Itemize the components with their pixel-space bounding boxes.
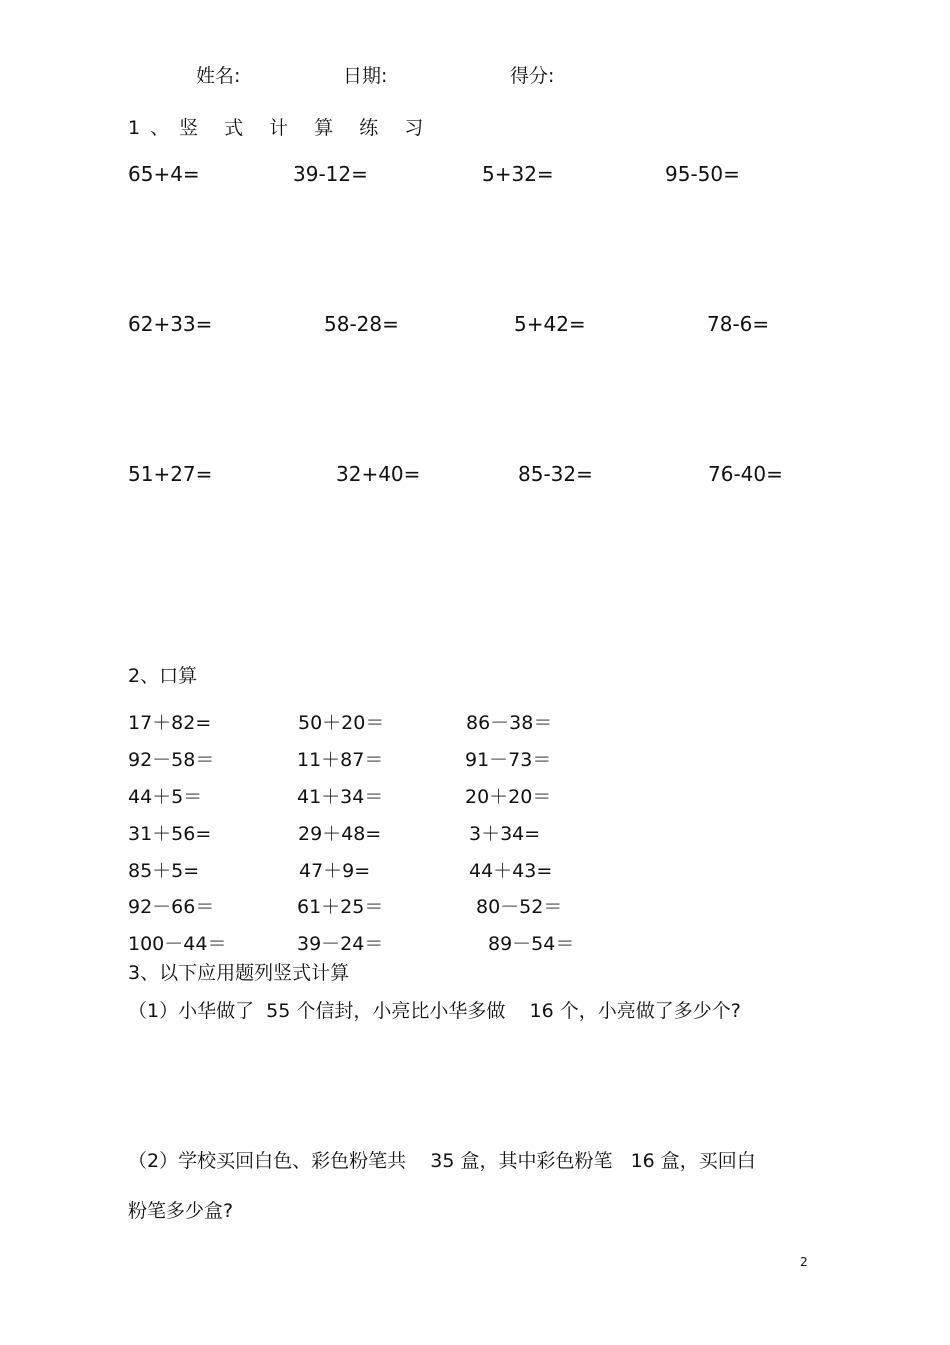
- oral-problem: 39－24＝: [297, 933, 384, 955]
- oral-problem: 41＋34＝: [297, 786, 384, 808]
- word-problem-2-line1: （2）学校买回白色、彩色粉笔共 35 盒，其中彩色粉笔 16 盒，买回白: [128, 1150, 756, 1172]
- oral-problem: 92－66＝: [128, 896, 215, 918]
- oral-problem: 3＋34=: [469, 823, 541, 845]
- vertical-problem: 39-12=: [293, 162, 368, 186]
- vertical-problem: 76-40=: [708, 462, 783, 486]
- oral-problem: 92－58＝: [128, 749, 215, 771]
- oral-problem: 61＋25＝: [297, 896, 384, 918]
- oral-problem: 80－52＝: [476, 896, 563, 918]
- oral-problem: 20＋20＝: [465, 786, 552, 808]
- oral-problem: 11＋87＝: [297, 749, 384, 771]
- oral-problem: 47＋9=: [299, 860, 371, 882]
- vertical-problem: 58-28=: [324, 312, 399, 336]
- oral-problem: 85＋5=: [128, 860, 200, 882]
- word-problem-2-line2: 粉笔多少盒?: [128, 1200, 234, 1222]
- oral-problem: 31＋56=: [128, 823, 212, 845]
- vertical-problem: 5+42=: [514, 312, 586, 336]
- vertical-problem: 51+27=: [128, 462, 213, 486]
- oral-problem: 50＋20＝: [298, 712, 385, 734]
- oral-problem: 29＋48=: [298, 823, 382, 845]
- vertical-problem: 78-6=: [707, 312, 770, 336]
- name-label: 姓名:: [196, 65, 241, 87]
- vertical-problem: 32+40=: [336, 462, 421, 486]
- vertical-problem: 95-50=: [665, 162, 740, 186]
- vertical-problem: 62+33=: [128, 312, 213, 336]
- oral-problem: 44＋43=: [469, 860, 553, 882]
- vertical-problem: 65+4=: [128, 162, 200, 186]
- oral-problem: 17＋82=: [128, 712, 212, 734]
- page-number: 2: [800, 1255, 808, 1269]
- score-label: 得分:: [510, 65, 555, 87]
- oral-problem: 89－54＝: [488, 933, 575, 955]
- date-label: 日期:: [343, 65, 388, 87]
- section1-title: 1、竖 式 计 算 练 习: [128, 117, 434, 139]
- oral-problem: 86－38＝: [466, 712, 553, 734]
- section2-title: 2、口算: [128, 665, 198, 687]
- vertical-problem: 5+32=: [482, 162, 554, 186]
- oral-problem: 91－73＝: [465, 749, 552, 771]
- vertical-problem: 85-32=: [518, 462, 593, 486]
- section3-title: 3、以下应用题列竖式计算: [128, 962, 350, 984]
- oral-problem: 100－44＝: [128, 933, 227, 955]
- word-problem-1: （1）小华做了 55 个信封，小亮比小华多做 16 个，小亮做了多少个?: [128, 1000, 741, 1022]
- oral-problem: 44＋5＝: [128, 786, 203, 808]
